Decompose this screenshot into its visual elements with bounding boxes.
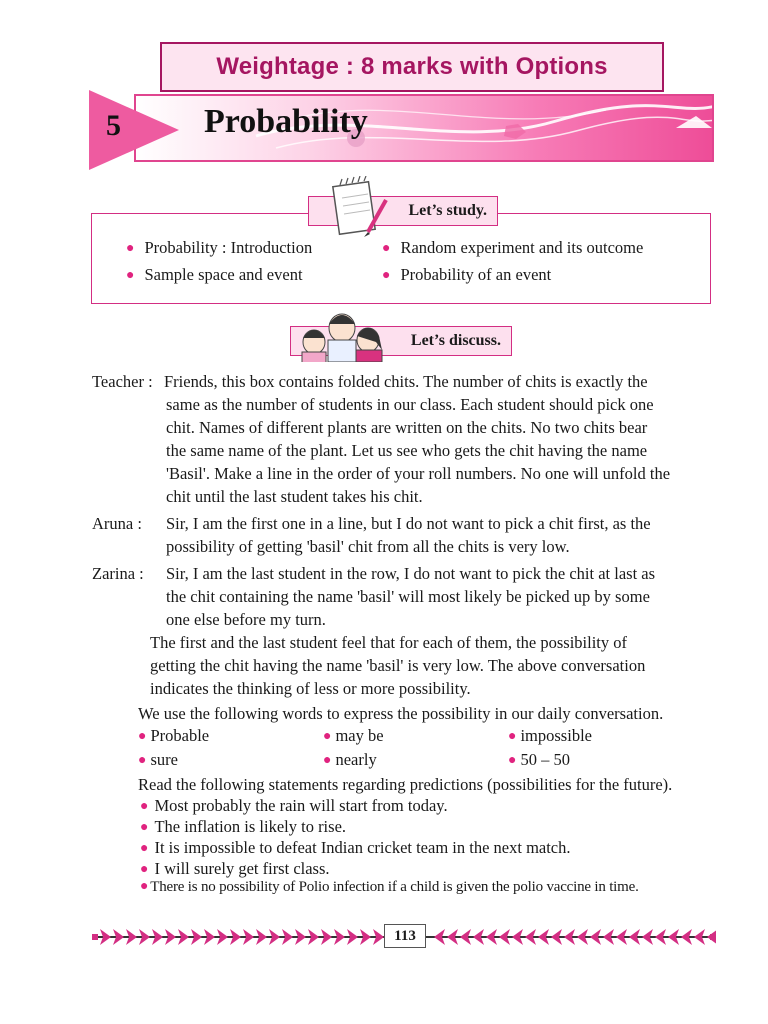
statement-item: ● Most probably the rain will start from today. [140, 796, 448, 815]
arrow-chevron-icon [295, 929, 306, 945]
study-topics-box [91, 213, 711, 304]
statement-item: ● There is no possibility of Polio infection if a child is given the polio vaccine in time. [140, 879, 639, 895]
bullet-dot-icon: ● [140, 879, 149, 894]
arrow-chevron-icon [347, 929, 358, 945]
chapter-number-arrow-icon [89, 90, 179, 170]
footer-arrows-left-icon [92, 928, 384, 946]
words-intro: We use the following words to express the possibility in our daily conversation. [138, 704, 664, 723]
arrow-chevron-icon [629, 929, 640, 945]
weightage-banner [160, 42, 664, 92]
page-number: 113 [384, 924, 426, 948]
paragraph-line: indicates the thinking of less or more possibility. [150, 679, 471, 698]
arrow-chevron-icon [178, 929, 189, 945]
word-item: ● may be [323, 726, 384, 745]
bullet-dot-icon: ● [140, 862, 149, 877]
arrow-chevron-icon [126, 929, 137, 945]
arrow-chevron-icon [217, 929, 228, 945]
arrow-chevron-icon [308, 929, 319, 945]
arrow-chevron-icon [191, 929, 202, 945]
statement-item: ● The inflation is likely to rise. [140, 817, 347, 836]
paragraph-line: The first and the last student feel that for each of them, the possibility of [150, 633, 627, 652]
arrow-chevron-icon [668, 929, 679, 945]
statements-intro: Read the following statements regarding predictions (possibilities for the future). [138, 775, 673, 794]
word-item: ● nearly [323, 750, 377, 769]
bullet-dot-icon: ● [126, 241, 135, 256]
arrow-chevron-icon [616, 929, 627, 945]
bullet-dot-icon: ● [323, 729, 332, 744]
arrow-chevron-icon [499, 929, 510, 945]
arrow-chevron-icon [538, 929, 549, 945]
arrow-chevron-icon [113, 929, 124, 945]
statement-item: ● I will surely get first class. [140, 859, 330, 878]
bullet-dot-icon: ● [140, 799, 149, 814]
bullet-dot-icon: ● [138, 729, 147, 744]
teacher-line: chit. Names of different plants are written on the chits. No two chits bear [166, 418, 648, 437]
study-item-4: ● Probability of an event [382, 265, 552, 284]
zarina-line: one else before my turn. [166, 610, 326, 629]
word-item: ● 50 – 50 [508, 750, 570, 769]
arrow-chevron-icon [642, 929, 653, 945]
bullet-dot-icon: ● [508, 729, 517, 744]
arrow-chevron-icon [269, 929, 280, 945]
bullet-dot-icon: ● [140, 841, 149, 856]
bullet-dot-icon: ● [138, 753, 147, 768]
chapter-title: Probability [204, 103, 368, 140]
arrow-chevron-icon [707, 929, 716, 945]
arrow-chevron-icon [694, 929, 705, 945]
bullet-dot-icon: ● [140, 820, 149, 835]
zarina-line: Sir, I am the last student in the row, I do not want to pick the chit at last as [166, 564, 656, 583]
arrow-chevron-icon [473, 929, 484, 945]
teacher-speaker: Teacher : [92, 372, 153, 391]
zarina-line: the chit containing the name 'basil' will most likely be picked up by some [166, 587, 650, 606]
arrow-chevron-icon [360, 929, 371, 945]
arrow-chevron-icon [434, 929, 445, 945]
teacher-line: Friends, this box contains folded chits. The number of chits is exactly the [164, 372, 648, 391]
arrow-chevron-icon [204, 929, 215, 945]
arrow-chevron-icon [334, 929, 345, 945]
teacher-line: 'Basil'. Make a line in the order of your roll numbers. No one will unfold the [166, 464, 671, 483]
arrow-chevron-icon [100, 929, 111, 945]
lets-study-label: Let’s study. [408, 202, 487, 219]
arrow-chevron-icon [577, 929, 588, 945]
word-item: ● sure [138, 750, 178, 769]
arrow-chevron-icon [282, 929, 293, 945]
arrow-chevron-icon [447, 929, 458, 945]
arrow-chevron-icon [139, 929, 150, 945]
bullet-dot-icon: ● [382, 268, 391, 283]
aruna-speaker: Aruna : [92, 514, 142, 533]
teacher-line: the same name of the plant. Let us see who gets the chit having the name [166, 441, 648, 460]
arrow-chevron-icon [512, 929, 523, 945]
bullet-dot-icon: ● [126, 268, 135, 283]
teacher-line: same as the number of students in our class. Each student should pick one [166, 395, 654, 414]
arrow-chevron-icon [681, 929, 692, 945]
aruna-line: possibility of getting 'basil' chit from all the chits is very low. [166, 537, 570, 556]
arrow-chevron-icon [230, 929, 241, 945]
bullet-dot-icon: ● [382, 241, 391, 256]
word-item: ● Probable [138, 726, 210, 745]
teacher-line: chit until the last student takes his chit. [166, 487, 423, 506]
statement-item: ● It is impossible to defeat Indian cricket team in the next match. [140, 838, 571, 857]
paragraph-line: getting the chit having the name 'basil' is very low. The above conversation [150, 656, 646, 675]
arrow-chevron-icon [603, 929, 614, 945]
study-item-2: ● Random experiment and its outcome [382, 238, 644, 257]
arrow-chevron-icon [525, 929, 536, 945]
arrow-chevron-icon [551, 929, 562, 945]
study-item-3: ● Sample space and event [126, 265, 303, 284]
arrow-chevron-icon [321, 929, 332, 945]
bullet-dot-icon: ● [323, 753, 332, 768]
arrow-chevron-icon [590, 929, 601, 945]
study-item-1: ● Probability : Introduction [126, 238, 313, 257]
children-illustration-icon [292, 306, 388, 362]
arrow-chevron-icon [152, 929, 163, 945]
chapter-number: 5 [106, 109, 121, 142]
arrow-chevron-icon [655, 929, 666, 945]
weightage-text: Weightage : 8 marks with Options [216, 53, 608, 80]
arrow-chevron-icon [564, 929, 575, 945]
arrow-chevron-icon [373, 929, 384, 945]
bullet-dot-icon: ● [508, 753, 517, 768]
aruna-line: Sir, I am the first one in a line, but I do not want to pick a chit first, as the [166, 514, 651, 533]
zarina-speaker: Zarina : [92, 564, 144, 583]
notepad-pencil-icon [330, 176, 392, 238]
footer-arrows-right-icon [426, 928, 716, 946]
arrow-chevron-icon [165, 929, 176, 945]
arrow-chevron-icon [256, 929, 267, 945]
word-item: ● impossible [508, 726, 592, 745]
arrow-chevron-icon [243, 929, 254, 945]
arrow-chevron-icon [486, 929, 497, 945]
arrow-chevron-icon [460, 929, 471, 945]
lets-discuss-label: Let’s discuss. [410, 332, 501, 349]
